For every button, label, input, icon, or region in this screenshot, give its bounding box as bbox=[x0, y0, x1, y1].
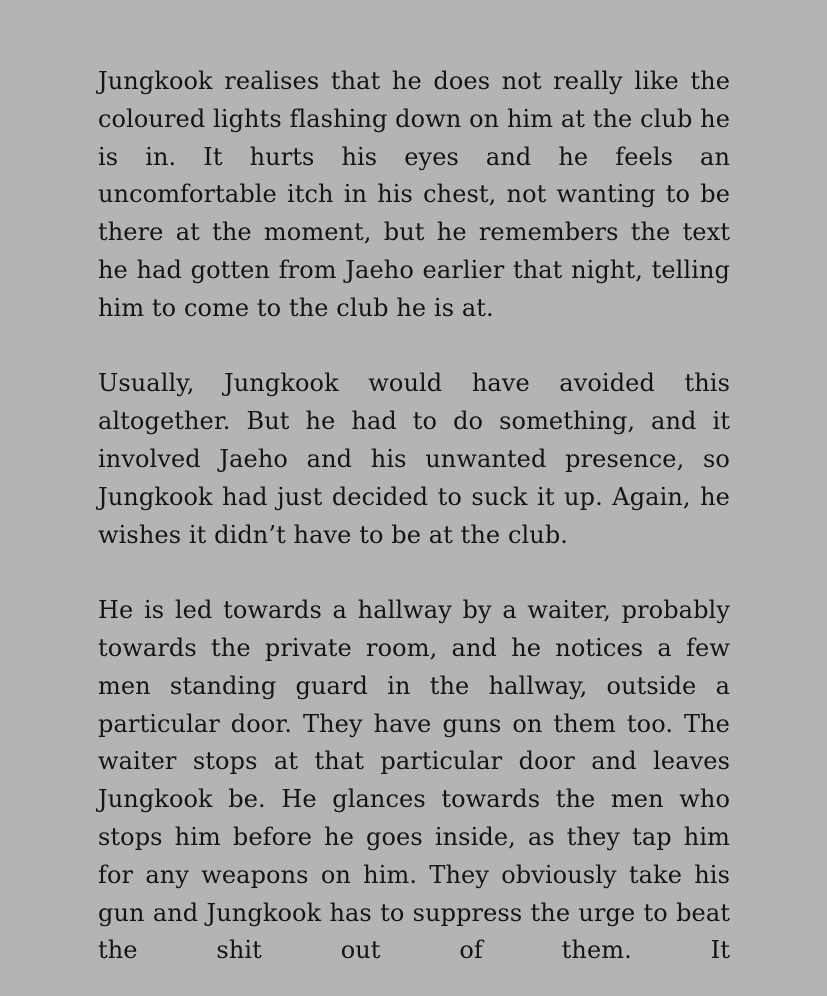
paragraph-1: Jungkook realises that he does not really like the coloured lights flashing down on him at the club he is in. It hurts his eyes and he feels an uncomfortable itch in his chest, not wanting to be there at the moment, but he remembers the text he had gotten from Jaeho earlier that night, telling him to come to the club he is at. bbox=[98, 67, 731, 322]
paragraph-2: Usually, Jungkook would have avoided this altogether. But he had to do something, and it involved Jaeho and his unwanted presence, so Jungkook had just decided to suck it up. Again, he wishes it didn’t have to be at the club. bbox=[98, 369, 730, 549]
story-text bbox=[98, 63, 730, 970]
paragraph-3: He is led towards a hallway by a waiter, probably towards the private room, and he notices a few men standing guard in the hallway, outside a particular door. They have guns on them too. The waiter stops at that particular door and leaves Jungkook be. He glances towards the men who stops him before he goes inside, as they tap him for any weapons on him. They obviously take his gun and Jungkook has to suppress the urge to beat the shit out of them. It bbox=[98, 596, 730, 965]
